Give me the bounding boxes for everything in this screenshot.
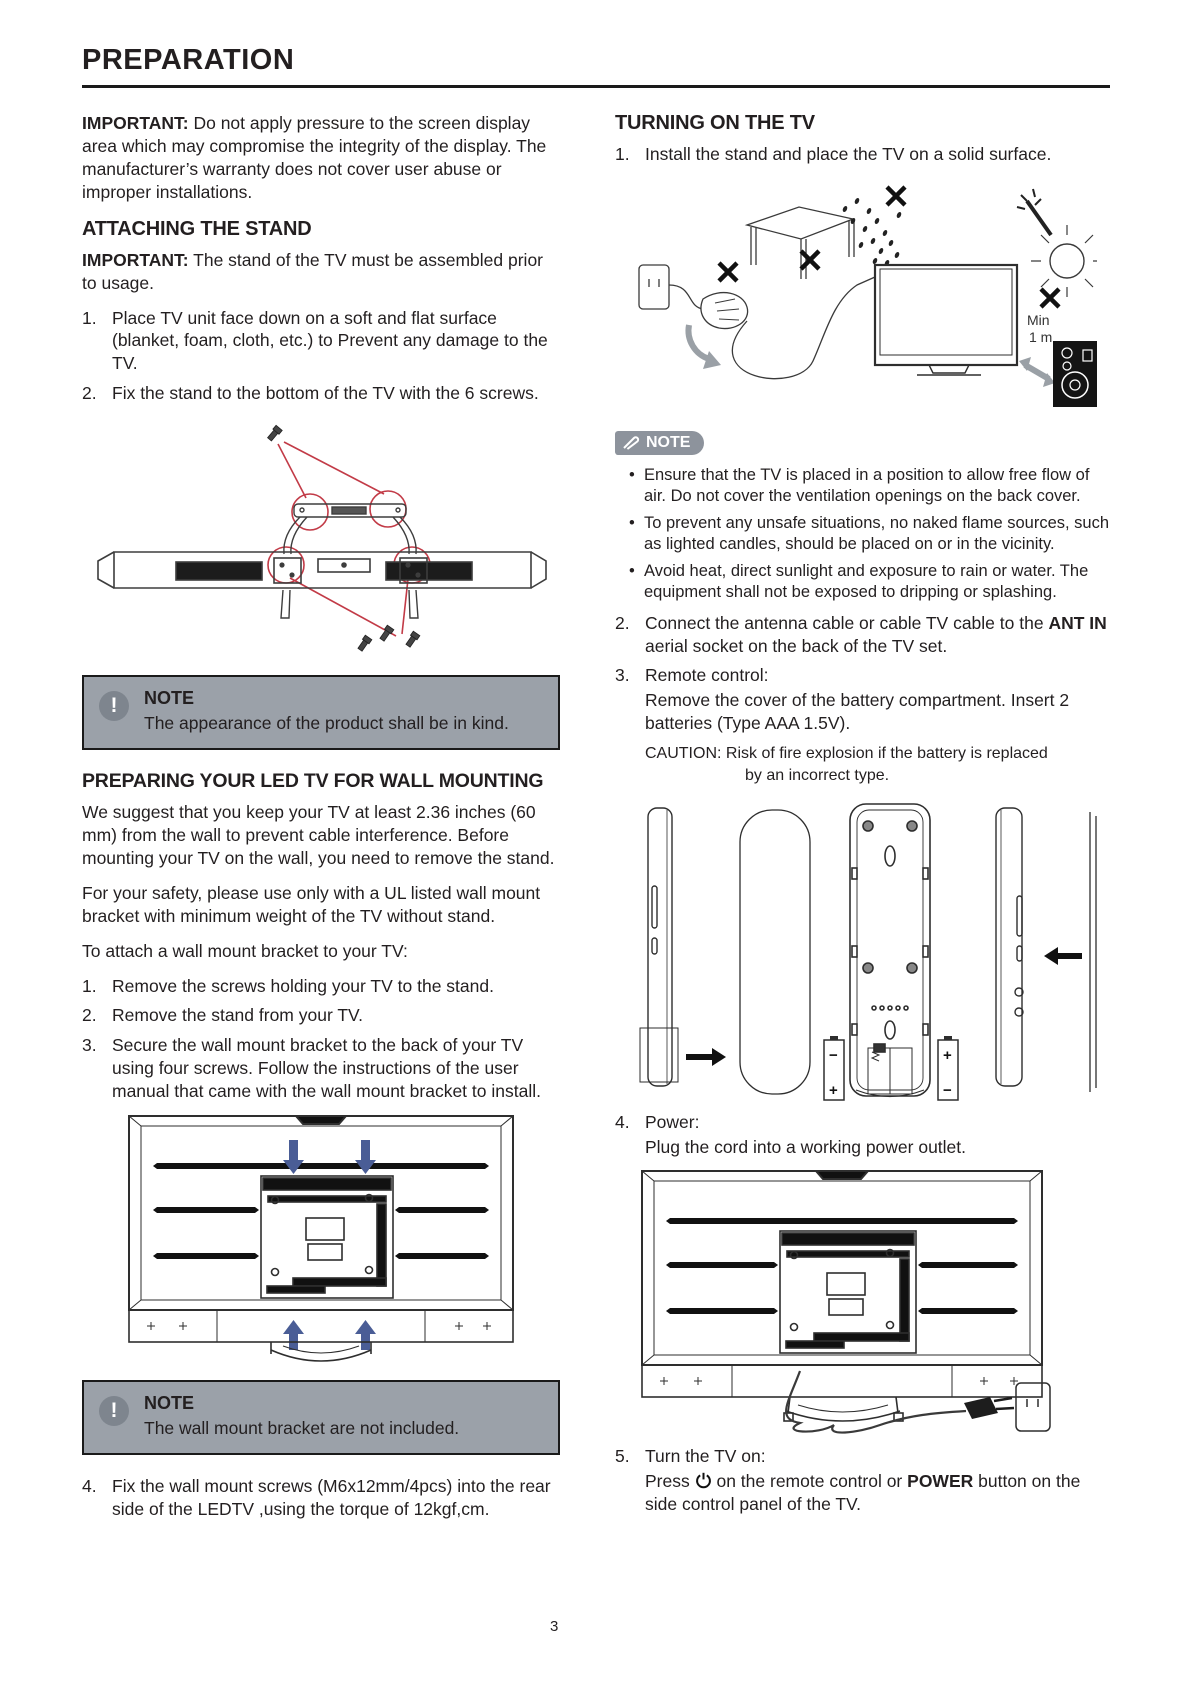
- list-item: 3. Secure the wall mount bracket to the back of your TV using four screws. Follow the instructions of the user manual that came with the wall mount bracket to install.: [82, 1035, 541, 1102]
- exclamation-icon: !: [99, 1396, 129, 1426]
- rain-drops: [841, 197, 901, 266]
- sun: [1031, 225, 1097, 297]
- section-heading-wall-mounting: PREPARING YOUR LED TV FOR WALL MOUNTING: [82, 769, 544, 792]
- sparkler: [1017, 189, 1051, 235]
- stand-assembly-diagram: [86, 412, 556, 657]
- list-item: 4. Power:: [615, 1112, 700, 1133]
- left-column: [82, 112, 560, 1528]
- list-item: • To prevent any unsafe situations, no naked flame sources, such as lighted candles, should be placed on or in the vicinity.: [629, 513, 1110, 555]
- important-paragraph-2: IMPORTANT: The stand of the TV must be assembled prior to usage.: [82, 249, 544, 293]
- stand-bracket: [294, 504, 406, 517]
- tv-base: [129, 1310, 513, 1361]
- x-mark-icon: [887, 187, 905, 205]
- tv-placement-diagram: [629, 173, 1097, 411]
- remote-battery-diagram: [628, 796, 1098, 1101]
- tv-placement-figure: [615, 173, 1110, 411]
- list-item: 5. Turn the TV on:: [615, 1446, 766, 1467]
- note-badge: NOTE: [615, 431, 704, 455]
- battery-plus-label: +: [828, 1082, 838, 1100]
- pencil-icon: [622, 436, 640, 450]
- section-heading-attaching-stand: ATTACHING THE STAND: [82, 217, 312, 240]
- page-number: 3: [550, 1618, 559, 1635]
- note-box: [82, 1380, 560, 1455]
- remote-front-outline: [740, 810, 810, 1094]
- step3-body: Remove the cover of the battery compartment. Insert 2 batteries (Type AAA 1.5V).: [645, 690, 1070, 734]
- important-label: IMPORTANT:: [82, 113, 189, 133]
- page-title: PREPARATION: [82, 44, 295, 76]
- list-item: 1. Place TV unit face down on a soft and flat surface (blanket, foam, cloth, etc.) to Prevent any damage to the TV.: [82, 307, 548, 374]
- list-item: 1. Remove the screws holding your TV to the stand.: [82, 975, 494, 996]
- note-text: The wall mount bracket are not included.: [144, 1418, 460, 1439]
- battery-right: [938, 1036, 958, 1100]
- paragraph: For your safety, please use only with a UL listed wall mount bracket with minimum weight of the TV without stand.: [82, 882, 541, 926]
- battery-plus-label: +: [942, 1047, 952, 1065]
- remote-edge-partial: [1090, 812, 1096, 1092]
- pull-arrow: [688, 325, 709, 359]
- tv-front: [875, 265, 1017, 375]
- slide-arrow-left: [1044, 947, 1082, 965]
- important-paragraph: IMPORTANT: Do not apply pressure to the screen display area which may compromise the integrity of the display. The manufacturer’s warranty does not cover user abuse or improper installations.: [82, 113, 547, 202]
- speaker: [1053, 341, 1097, 407]
- list-item: • Avoid heat, direct sunlight and exposure to rain or water. The equipment shall not be exposed to dripping or splashing.: [629, 561, 1110, 603]
- paragraph: We suggest that you keep your TV at least 2.36 inches (60 mm) from the wall to prevent cable interference. Before mounting your TV on the wall, you need to remove the stand.: [82, 801, 555, 868]
- remote-back-view: [850, 804, 930, 1097]
- power-icon: [695, 1472, 712, 1489]
- tv-bottom-bar: [98, 552, 546, 588]
- right-column: [615, 112, 1110, 1528]
- note-title: NOTE: [144, 688, 195, 709]
- stand-assembly-figure: [82, 412, 560, 657]
- outlet-hand-warning: [639, 265, 875, 379]
- tv-rear-power-diagram: [628, 1167, 1098, 1435]
- tv-rear-mount-diagram: [121, 1110, 521, 1362]
- step4-body: Plug the cord into a working power outlet.: [645, 1137, 967, 1158]
- ant-in-label: ANT IN: [1048, 612, 1107, 633]
- remote-side-view-right: [996, 808, 1023, 1086]
- battery-left: [824, 1036, 844, 1100]
- list-item: 1. Install the stand and place the TV on a solid surface.: [615, 144, 1052, 164]
- battery-minus-label: −: [942, 1082, 952, 1100]
- note-title: NOTE: [144, 1393, 195, 1414]
- x-mark-icon: [801, 251, 819, 269]
- list-item: 4. Fix the wall mount screws (M6x12mm/4pcs) into the rear side of the LEDTV ,using the torque of 12kgf,cm.: [82, 1475, 551, 1519]
- wall-mount-figure: [82, 1110, 560, 1362]
- x-mark-icon: [719, 263, 737, 281]
- paragraph: To attach a wall mount bracket to your TV:: [82, 940, 408, 961]
- list-item: 3. Remote control:: [615, 665, 769, 686]
- slide-arrow-right: [686, 1048, 726, 1066]
- step5-body: Press on the remote control or POWER button on the side control panel of the TV.: [645, 1471, 1081, 1515]
- mount-plate: [261, 1176, 393, 1298]
- note-text: The appearance of the product shall be in kind.: [144, 713, 509, 734]
- mount-screw-arrows: [283, 1140, 376, 1350]
- section-heading-turning-on: TURNING ON THE TV: [615, 112, 815, 134]
- power-figure: [615, 1167, 1110, 1435]
- caution-text: CAUTION: Risk of fire explosion if the battery is replaced by an incorrect type.: [645, 745, 1048, 784]
- mount-plate: [780, 1231, 916, 1353]
- power-cord: [786, 1371, 1050, 1433]
- min-distance-label: Min: [1026, 311, 1050, 328]
- note-box: [82, 675, 560, 750]
- note-bullet-list: [629, 465, 1110, 604]
- distance-arrow: [1019, 357, 1055, 387]
- list-item: 2. Connect the antenna cable or cable TV cable to the ANT IN aerial socket on the back of the TV set.: [615, 612, 1107, 656]
- list-item: 2. Fix the stand to the bottom of the TV with the 6 screws.: [82, 383, 539, 404]
- list-item: 2. Remove the stand from your TV.: [82, 1005, 363, 1026]
- exclamation-icon: !: [99, 691, 129, 721]
- remote-battery-figure: [615, 796, 1110, 1101]
- list-item: • Ensure that the TV is placed in a position to allow free flow of air. Do not cover the ventilation openings on the back cover.: [629, 465, 1110, 507]
- min-distance-value: 1 m: [1028, 328, 1052, 345]
- battery-minus-label: −: [828, 1047, 838, 1065]
- title-rule: [82, 85, 1110, 88]
- remote-side-view-left: [640, 808, 678, 1086]
- power-button-label: POWER: [907, 1471, 974, 1492]
- x-mark-icon: [1041, 289, 1059, 307]
